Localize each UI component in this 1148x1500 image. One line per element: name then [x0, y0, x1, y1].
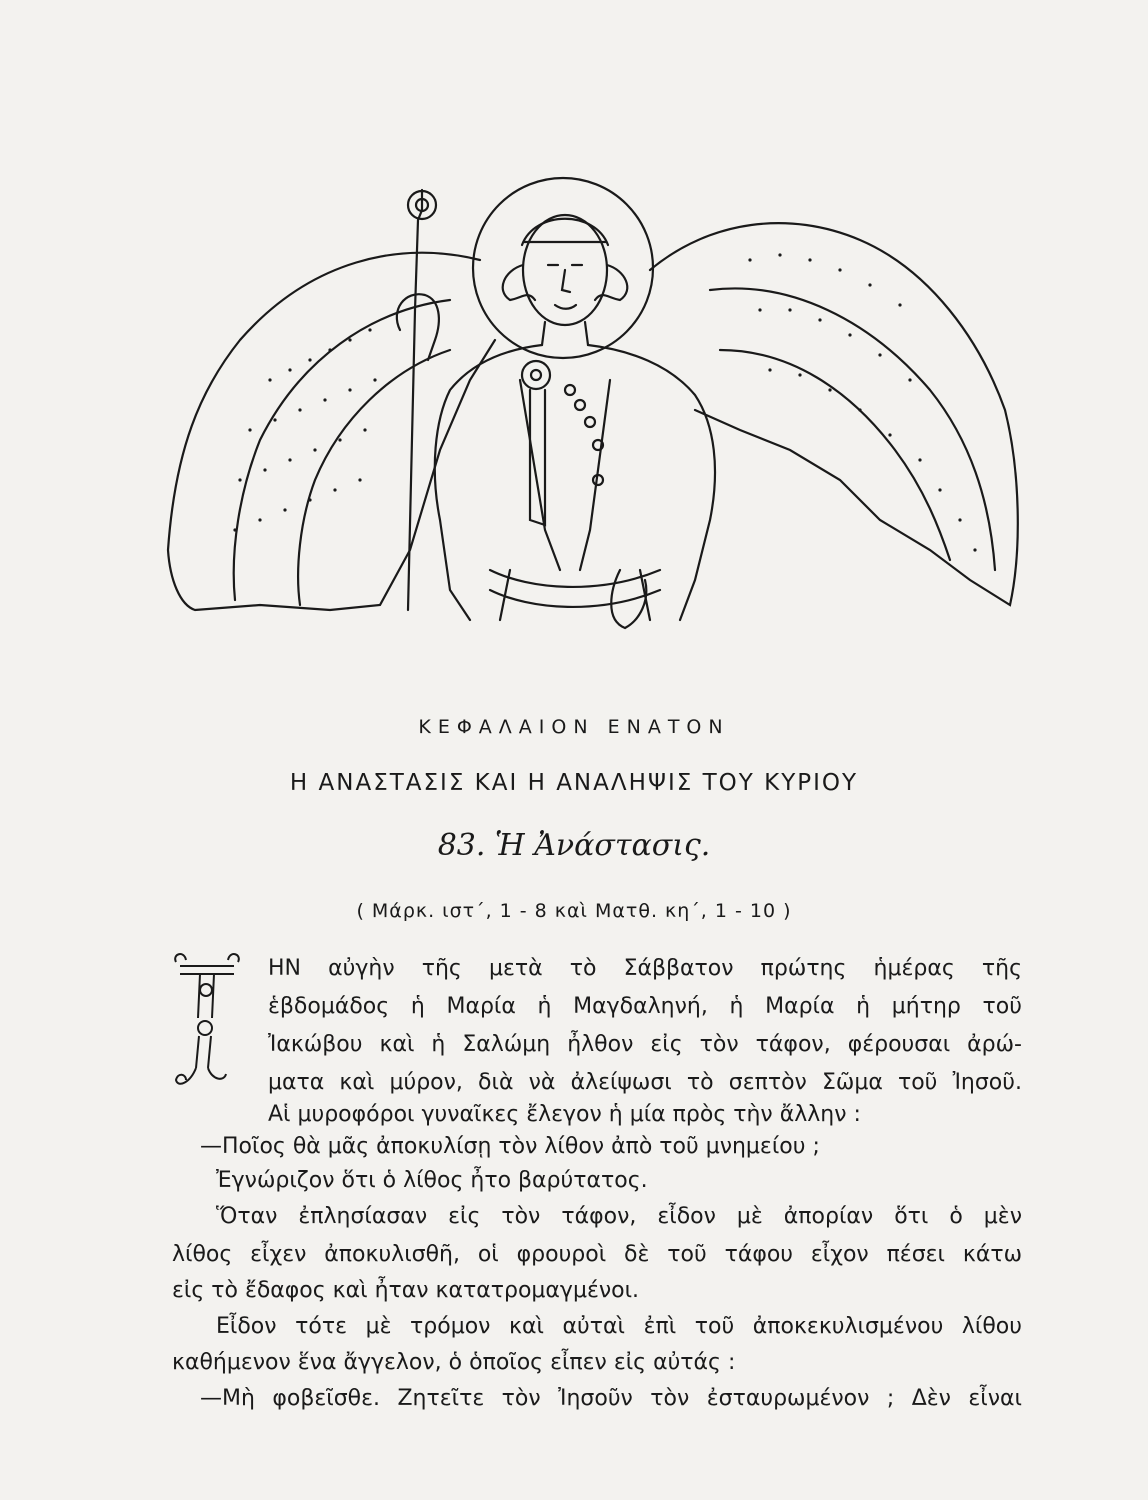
body-line: Ἰακώβου καὶ ἡ Σαλώμη ἦλθον εἰς τὸν τάφον, φέρουσαι ἀρώ-	[268, 1032, 1022, 1057]
body-line: καθήμενον ἕνα ἄγγελον, ὁ ὁποῖος εἶπεν εἰς αὐτάς :	[172, 1350, 736, 1375]
brooch	[522, 361, 550, 389]
body-line: Αἱ μυροφόροι γυναῖκες ἔλεγον ἡ μία πρὸς τὴν ἄλλην :	[268, 1102, 861, 1127]
section-title: 83. Ἡ Ἀνάστασις.	[437, 828, 711, 863]
chapter-title: Η ΑΝΑΣΤΑΣΙΣ ΚΑΙ Η ΑΝΑΛΗΨΙΣ ΤΟΥ ΚΥΡΙΟΥ	[289, 770, 859, 796]
dropcap-letter: Τ	[206, 1018, 208, 1019]
body-line: ἑβδομάδος ἡ Μαρία ἡ Μαγδαληνή, ἡ Μαρία ἡ μήτηρ τοῦ	[268, 994, 1022, 1019]
halo	[473, 178, 653, 358]
angel-illustration	[150, 150, 1030, 640]
body-line: Ἐγνώριζον ὅτι ὁ λίθος ἦτο βαρύτατος.	[216, 1168, 648, 1193]
body-line: Ὅταν ἐπλησίασαν εἰς τὸν τάφον, εἶδον μὲ ἀπορίαν ὅτι ὁ μὲν	[216, 1204, 1022, 1229]
scripture-reference: ( Μάρκ. ιστ΄, 1 - 8 καὶ Ματθ. κη΄, 1 - 10 )	[356, 900, 792, 922]
body-line: λίθος εἶχεν ἀποκυλισθῆ, οἱ φρουροὶ δὲ τοῦ τάφου εἶχον πέσει κάτω	[172, 1242, 1022, 1267]
body-line: ΗΝ αὐγὴν τῆς μετὰ τὸ Σάββατον πρώτης ἡμέρας τῆς	[268, 956, 1022, 981]
chapter-label: ΚΕΦΑΛΑΙΟΝ ΕΝΑΤΟΝ	[418, 716, 730, 738]
dropcap-ornament	[172, 948, 242, 1096]
body-line: —Μὴ φοβεῖσθε. Ζητεῖτε τὸν Ἰησοῦν τὸν ἐσταυρωμένον ; Δὲν εἶναι	[200, 1386, 1022, 1411]
body-line: —Ποῖος θὰ μᾶς ἀποκυλίσῃ τὸν λίθον ἀπὸ τοῦ μνημείου ;	[200, 1134, 820, 1159]
wing-stippling	[233, 253, 976, 551]
body-line: ματα καὶ μύρον, διὰ νὰ ἀλείψωσι τὸ σεπτὸν Σῶμα τοῦ Ἰησοῦ.	[268, 1070, 1022, 1095]
body-line: εἰς τὸ ἔδαφος καὶ ἦταν κατατρομαγμένοι.	[172, 1278, 640, 1303]
body-line: Εἶδον τότε μὲ τρόμον καὶ αὐταὶ ἐπὶ τοῦ ἀποκεκυλισμένου λίθου	[216, 1314, 1022, 1339]
